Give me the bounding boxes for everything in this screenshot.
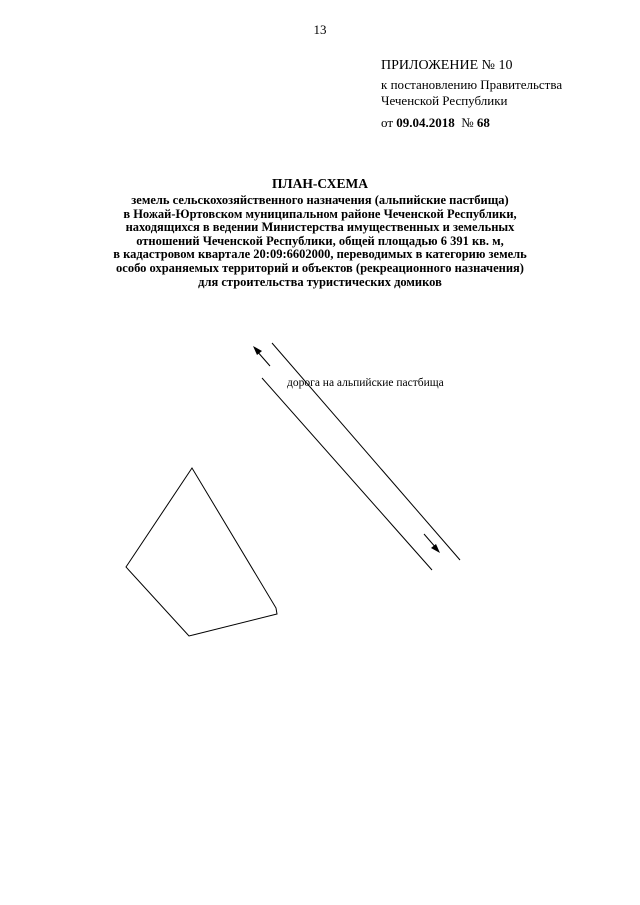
subtitle-line: для строительства туристических домиков xyxy=(198,274,442,289)
subtitle-line: в кадастровом квартале 20:09:6602000, переводимых в категорию земель xyxy=(113,247,527,262)
appendix-line-1: к постановлению Правительства xyxy=(381,77,563,92)
road-edge-line xyxy=(272,343,460,560)
road-arrow-down xyxy=(424,534,440,553)
decree-date: 09.04.2018 xyxy=(396,115,455,130)
road-label: дорога на альпийские пастбища xyxy=(287,377,444,389)
appendix-title: ПРИЛОЖЕНИЕ № 10 xyxy=(381,58,513,73)
road-arrow-up xyxy=(253,346,270,366)
subtitle-line: земель сельскохозяйственного назначения (альпийские пастбища) xyxy=(131,193,509,207)
subtitle-line: находящихся в ведении Министерства имущественных и земельных xyxy=(125,220,515,235)
decree-number: 68 xyxy=(476,115,490,130)
document-title: ПЛАН-СХЕМА xyxy=(272,176,368,191)
road-edge-line xyxy=(262,378,432,570)
land-plot-outline xyxy=(126,468,277,636)
subtitle-line: особо охраняемых территорий и объектов (рекреационного назначения) xyxy=(116,260,524,275)
decree-number-sign: № xyxy=(461,115,474,130)
decree-prefix: от xyxy=(381,115,394,130)
appendix-line-2: Чеченской Республики xyxy=(381,93,508,108)
subtitle-line: отношений Чеченской Республики, общей площадью 6 391 кв. м, xyxy=(136,233,504,248)
page-number: 13 xyxy=(313,22,327,37)
subtitle-line: в Ножай-Юртовском муниципальном районе Чеченской Республики, xyxy=(123,206,517,221)
